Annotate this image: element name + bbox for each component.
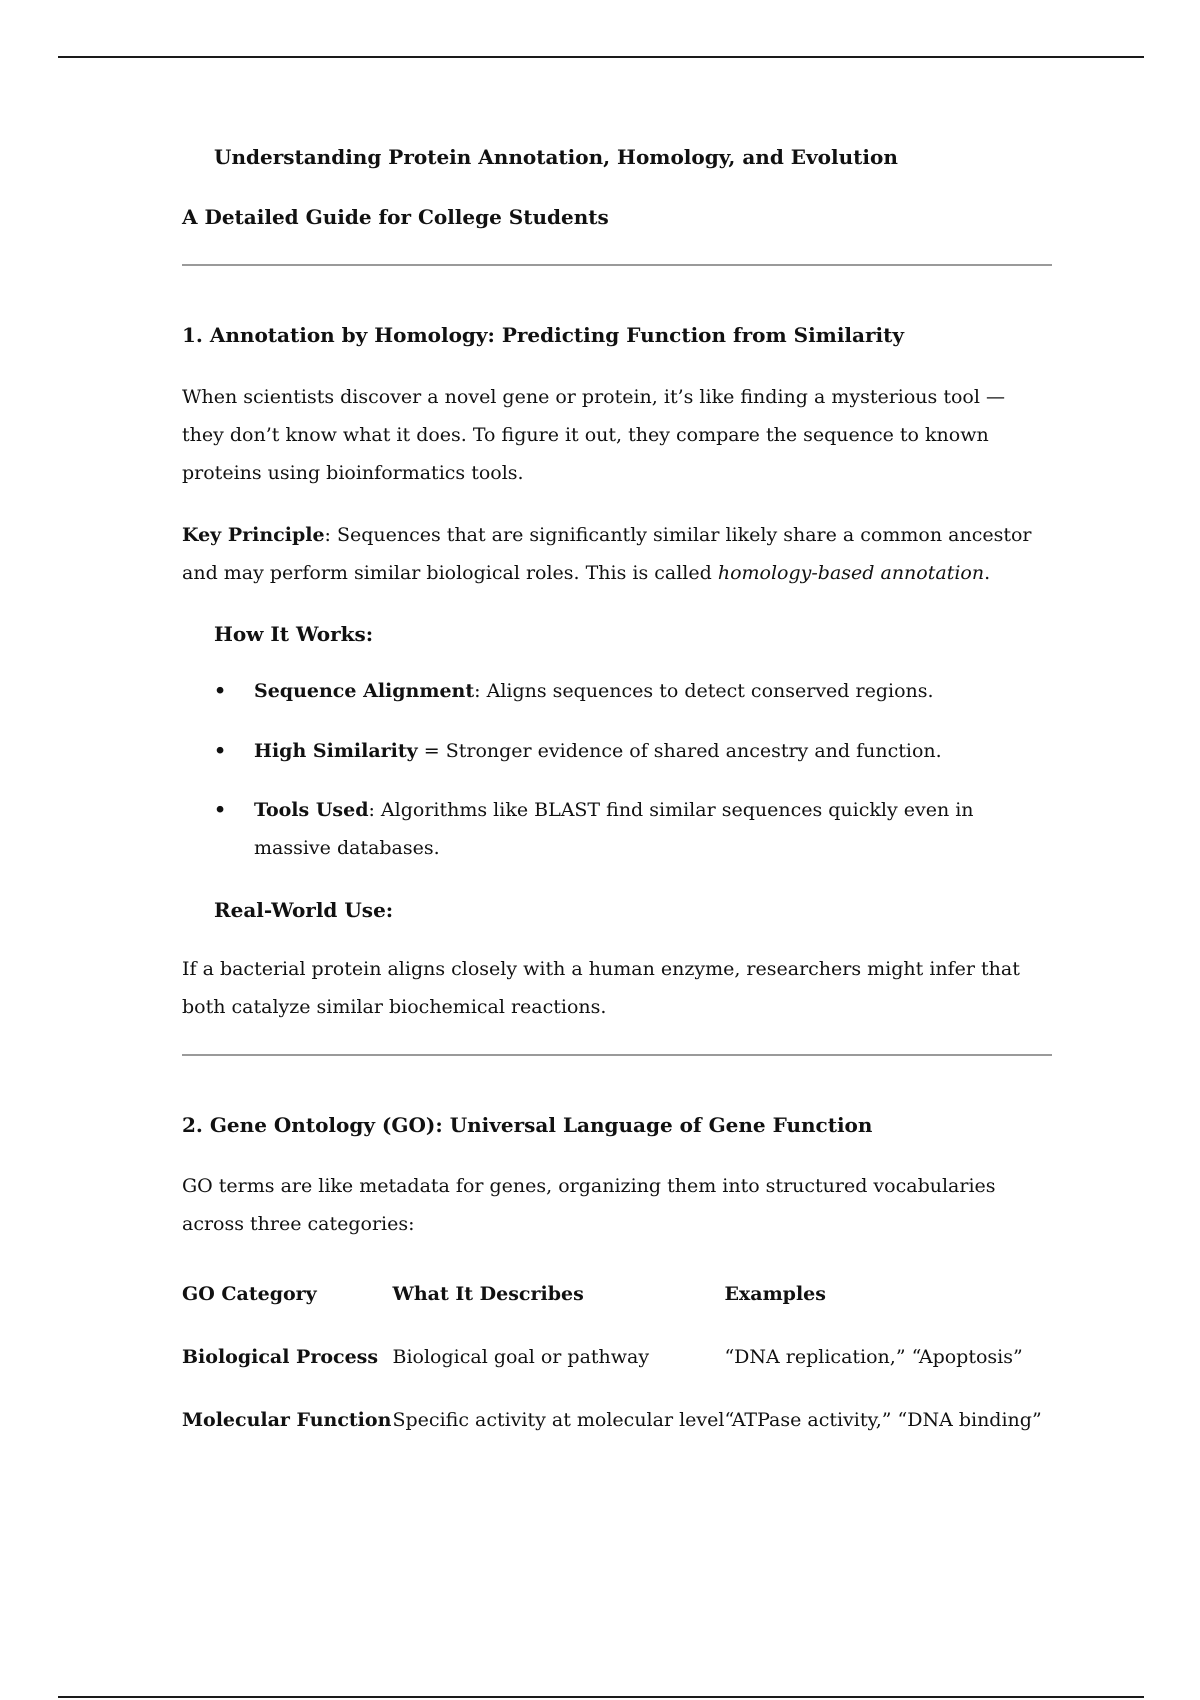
table-header: Examples — [724, 1282, 826, 1305]
section-2-heading: 2. Gene Ontology (GO): Universal Language of Gene Function — [182, 1113, 873, 1137]
table-header-row — [182, 1262, 1052, 1325]
list-item — [214, 732, 1052, 770]
real-world-use-heading: Real-World Use: — [214, 898, 394, 922]
key-principle-text: : Sequences that are significantly similar likely share a common ancestor and may perform similar biological roles. This is called — [182, 524, 1032, 584]
table-cell: Specific activity at molecular level — [392, 1408, 725, 1431]
key-principle-label: Key Principle — [182, 524, 325, 546]
list-item — [214, 791, 1052, 867]
how-it-works-heading: How It Works: — [214, 622, 374, 646]
section-2-intro: GO terms are like metadata for genes, organizing them into structured vocabularies across three categories: — [182, 1175, 996, 1235]
table-cell: Biological Process — [182, 1345, 379, 1368]
key-principle-end: . — [984, 562, 991, 584]
page-top-rule — [58, 56, 1144, 58]
table-header: GO Category — [182, 1282, 317, 1305]
section-1-heading: 1. Annotation by Homology: Predicting Function from Similarity — [182, 323, 904, 347]
bullet-icon: • — [214, 799, 227, 821]
table-cell: Biological goal or pathway — [392, 1345, 650, 1368]
bullet-icon: • — [214, 680, 227, 702]
bullet-label: Tools Used — [254, 799, 369, 821]
key-principle-term: homology-based annotation — [717, 562, 985, 584]
list-item — [214, 672, 1052, 710]
real-world-use-text: If a bacterial protein aligns closely with a human enzyme, researchers might infer that both catalyze similar biochemical reactions. — [182, 958, 1020, 1018]
bullet-text: : Algorithms like BLAST find similar sequences quickly even in massive databases. — [254, 799, 974, 859]
section-1-intro: When scientists discover a novel gene or protein, it’s like finding a mysterious tool — they don’t know what it does. To figure it out, they compare the sequence to known proteins using bioinformatics tools. — [182, 386, 1005, 484]
bullet-text: : Aligns sequences to detect conserved regions. — [474, 680, 934, 702]
bullet-text: = Stronger evidence of shared ancestry and function. — [417, 740, 942, 762]
document-subtitle: A Detailed Guide for College Students — [182, 205, 609, 229]
table-cell: Molecular Function — [182, 1408, 392, 1431]
table-header: What It Describes — [392, 1282, 584, 1305]
section-divider — [182, 1054, 1052, 1056]
table-cell: “DNA replication,” “Apoptosis” — [724, 1345, 1023, 1368]
section-divider — [182, 264, 1052, 266]
go-category-table — [182, 1262, 1052, 1451]
bullet-label: High Similarity — [254, 740, 418, 762]
table-row — [182, 1388, 1052, 1451]
page-bottom-rule — [58, 1696, 1144, 1698]
document-title: Understanding Protein Annotation, Homology, and Evolution — [214, 145, 898, 169]
bullet-label: Sequence Alignment — [254, 680, 475, 702]
table-cell: “ATPase activity,” “DNA binding” — [724, 1408, 1042, 1431]
table-row — [182, 1325, 1052, 1388]
key-principle-paragraph — [182, 516, 1052, 592]
bullet-icon: • — [214, 740, 227, 762]
